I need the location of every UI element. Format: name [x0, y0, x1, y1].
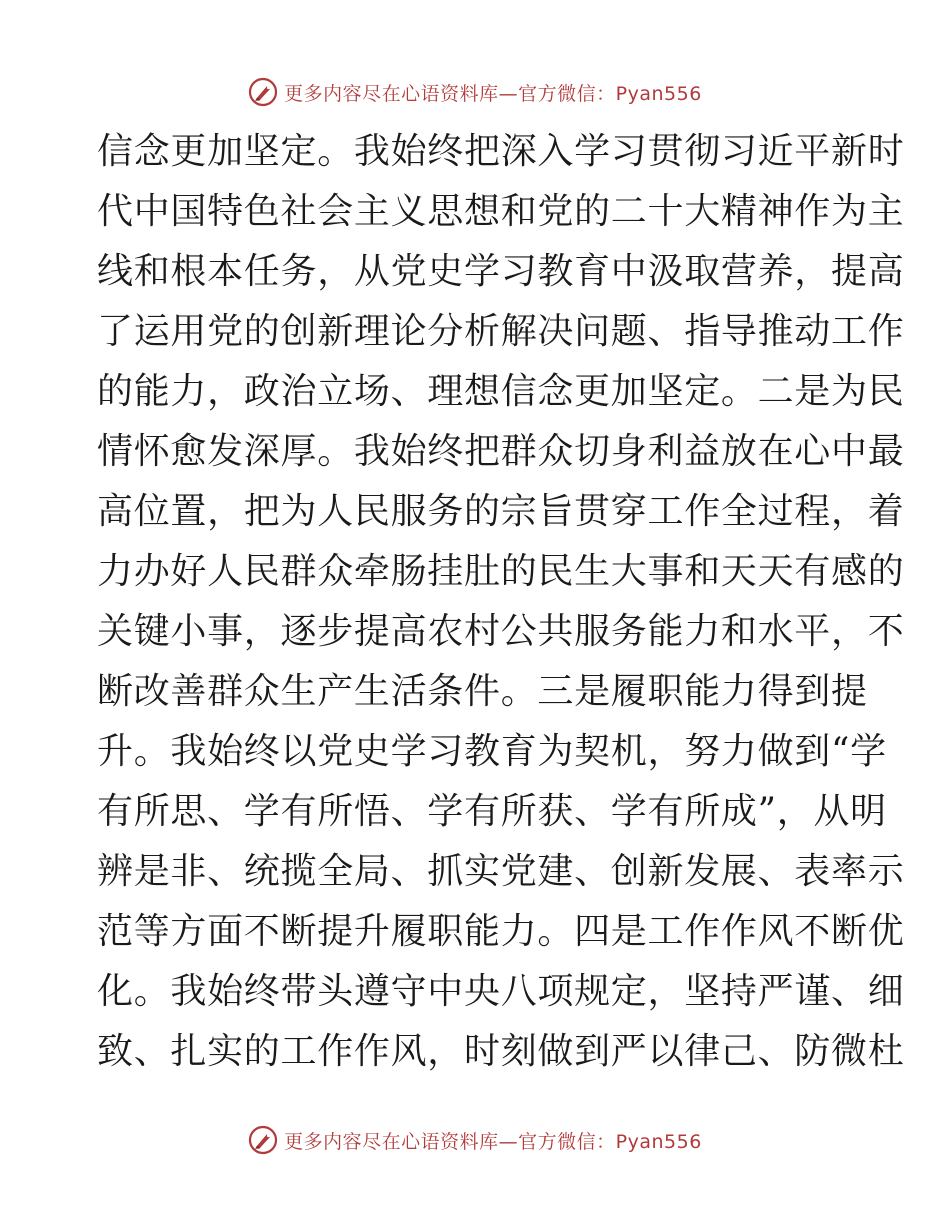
- body-line: 范等方面不断提升履职能力。四是工作作风不断优: [97, 911, 905, 952]
- body-line: 高位置，把为人民服务的宗旨贯穿工作全过程，着: [97, 491, 905, 532]
- body-line: 力办好人民群众牵肠挂肚的民生大事和天天有感的: [97, 551, 905, 592]
- footer-banner: [0, 1120, 950, 1160]
- body-line: 信念更加坚定。我始终把深入学习贯彻习近平新时: [97, 131, 905, 172]
- body-line: 的能力，政治立场、理想信念更加坚定。二是为民: [97, 371, 905, 412]
- pen-nib-logo-icon: [248, 1125, 278, 1155]
- document-body: [97, 122, 905, 1082]
- body-line: 断改善群众生产生活条件。三是履职能力得到提: [97, 671, 868, 712]
- body-line: 情怀愈发深厚。我始终把群众切身利益放在心中最: [97, 431, 905, 472]
- footer-banner-text: 更多内容尽在心语资料库—官方微信：Pyan556: [284, 1130, 702, 1153]
- body-line: 辨是非、统揽全局、抓实党建、创新发展、表率示: [97, 851, 905, 892]
- body-line: 致、扎实的工作作风，时刻做到严以律己、防微杜: [97, 1031, 905, 1072]
- header-banner-text: 更多内容尽在心语资料库—官方微信：Pyan556: [284, 82, 702, 105]
- body-line: 升。我始终以党史学习教育为契机，努力做到“学: [97, 731, 887, 772]
- body-line: 了运用党的创新理论分析解决问题、指导推动工作: [97, 311, 905, 352]
- body-line: 化。我始终带头遵守中央八项规定，坚持严谨、细: [97, 971, 905, 1012]
- pen-nib-logo-icon: [248, 77, 278, 107]
- body-line: 有所思、学有所悟、学有所获、学有所成”，从明: [97, 791, 887, 832]
- body-line: 线和根本任务，从党史学习教育中汲取营养，提高: [97, 251, 905, 292]
- header-banner: [0, 72, 950, 112]
- body-line: 代中国特色社会主义思想和党的二十大精神作为主: [97, 191, 905, 232]
- body-line: 关键小事，逐步提高农村公共服务能力和水平，不: [97, 611, 905, 652]
